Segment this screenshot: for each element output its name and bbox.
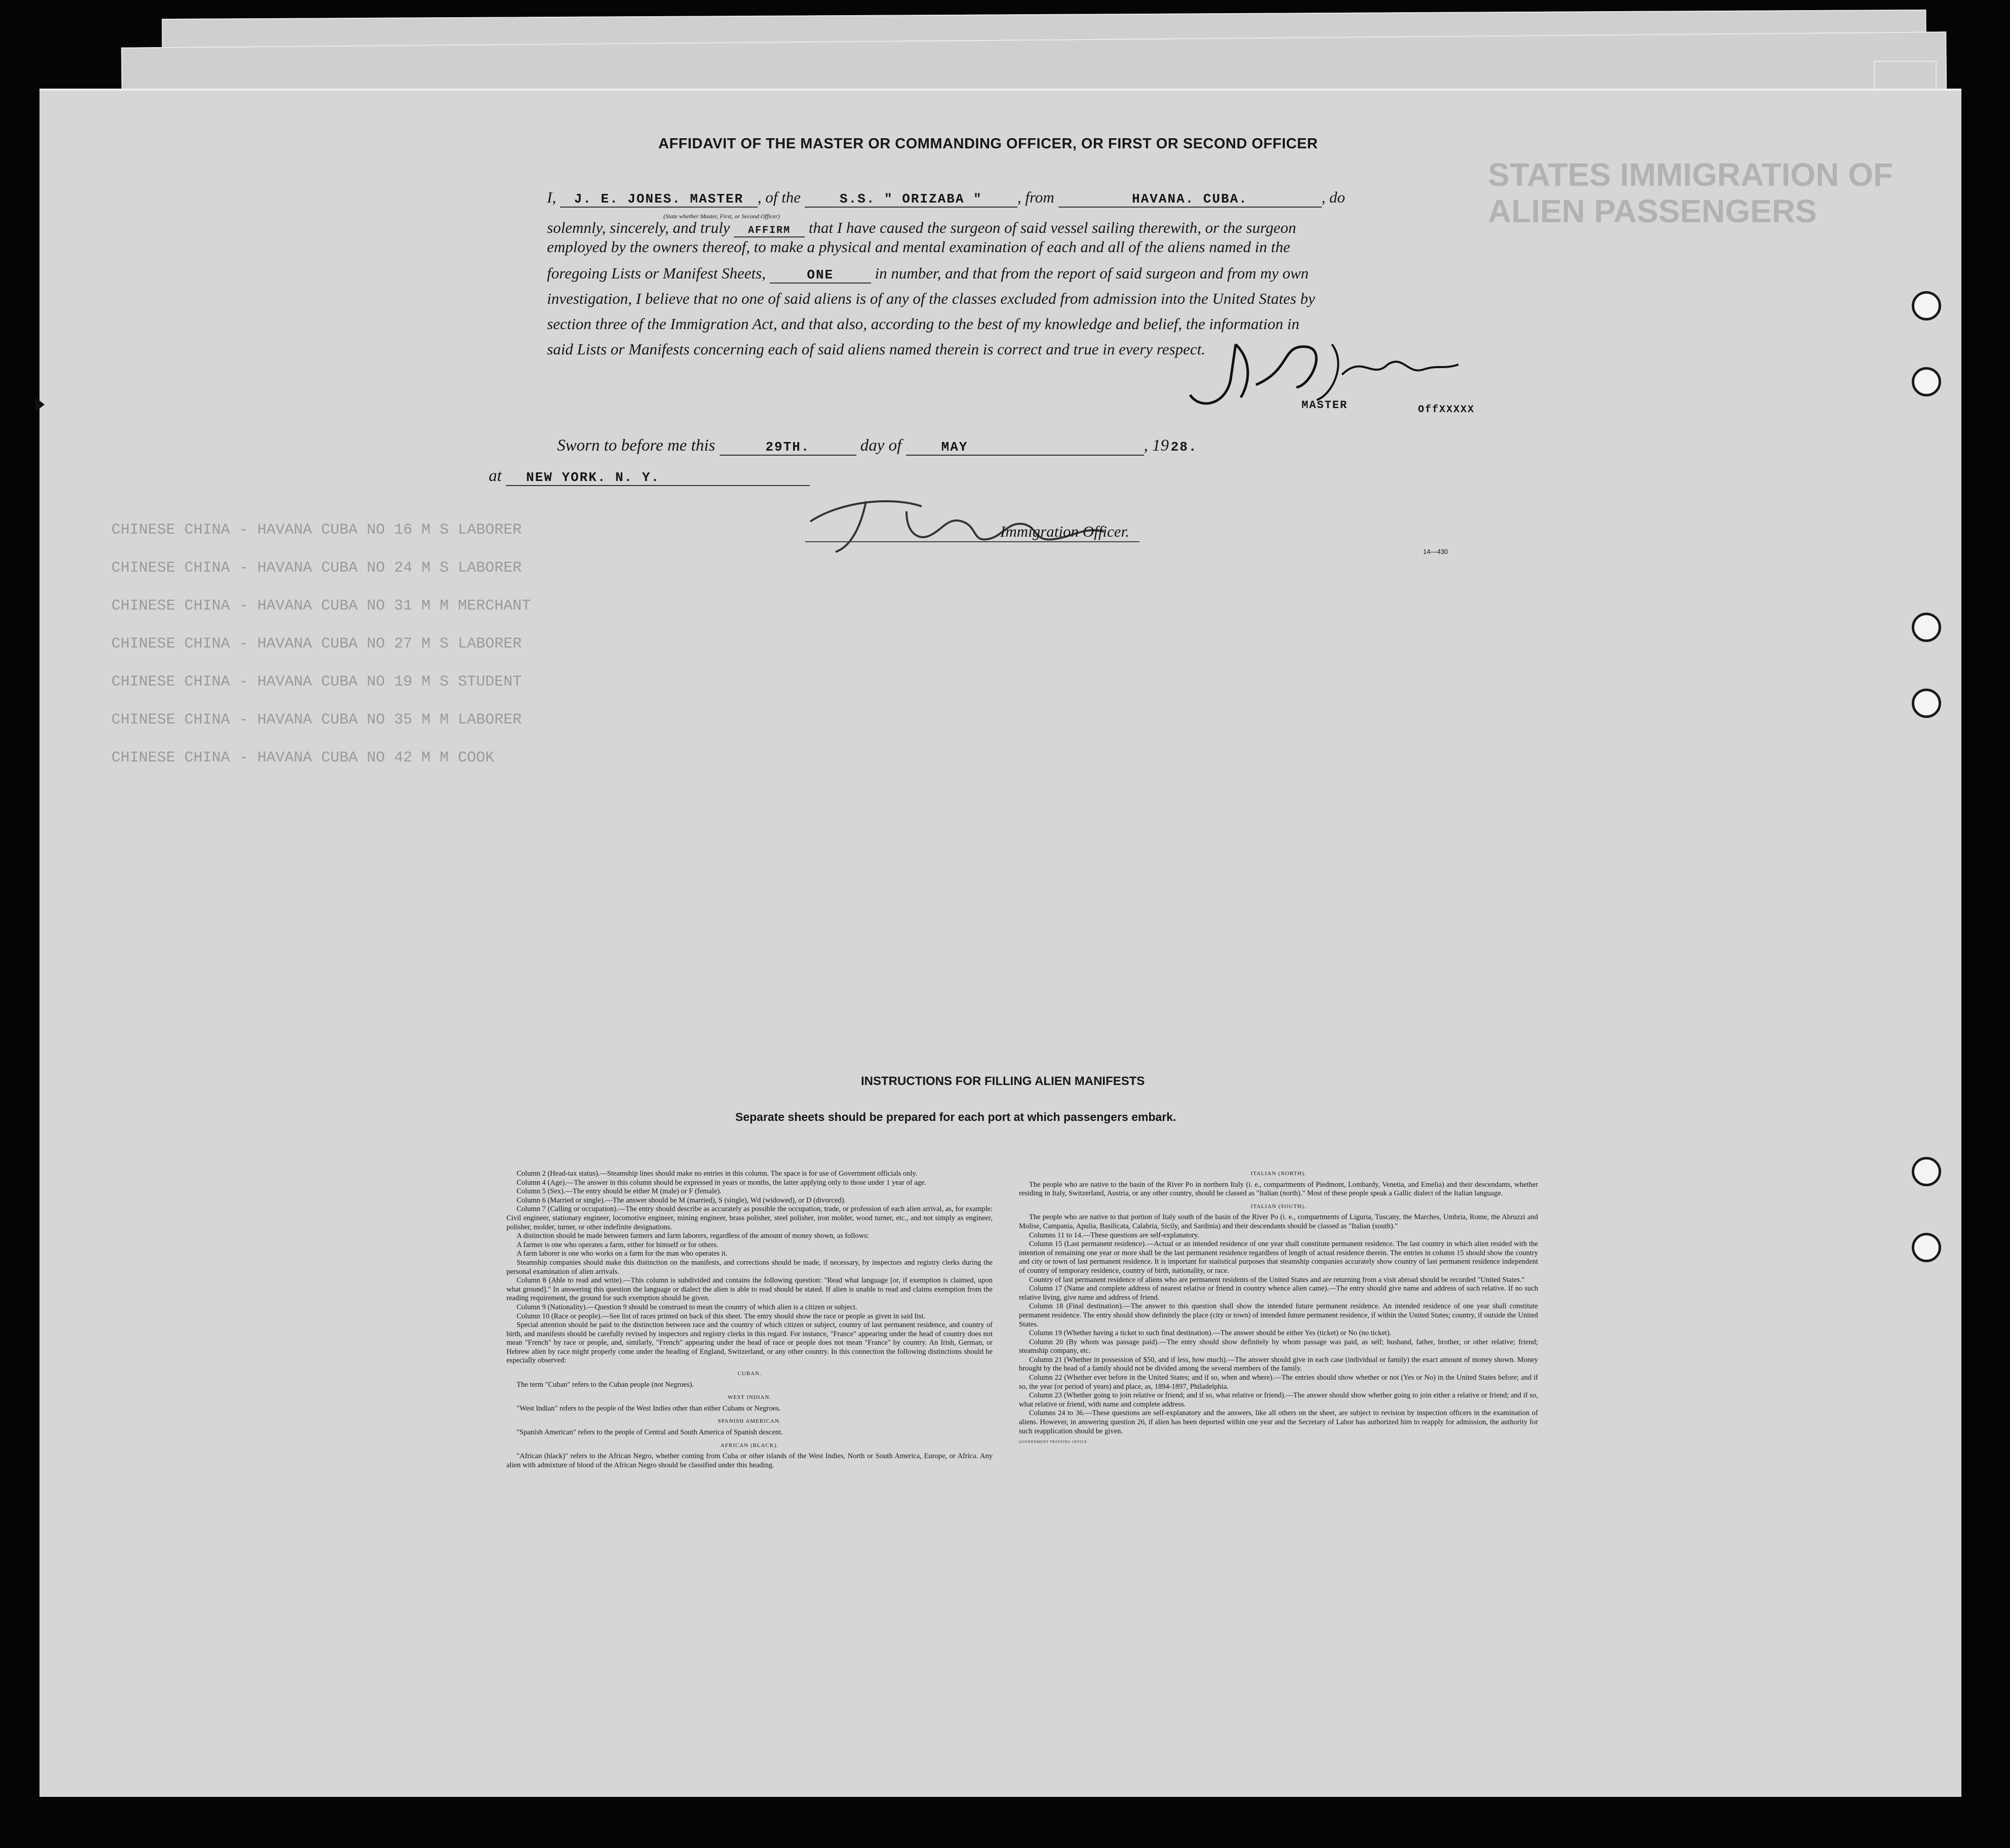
paragraph: A farm laborer is one who works on a farm for the man who operates it. [517,1250,728,1258]
instructions-left-column [506,1170,993,1470]
paragraph: A distinction should be made between farmers and farm laborers, regardless of the amount of money shown, as follows: [517,1232,869,1240]
paragraph: Column 18 (Final destination).—The answer to this question shall show the intended future permanent residence. An intended residence of one year shall constitute permanent residence. The entry should show definitely the place (city or town) of intended future permanent residence, if within the United States; country, if outside the United States. [1019,1302,1538,1329]
day-field: 29TH. [720,439,856,456]
paragraph: "Spanish American" refers to the people of Central and South America of Spanish descent. [517,1428,783,1437]
text: solemnly, sincerely, and truly [547,219,730,236]
punch-hole [1912,689,1941,718]
paragraph: "African (black)" refers to the African Negro, whether coming from Cuba or other islands of the West Indies, North or South America, Europe, or Africa. Any alien with admixture of blood of the African Negro should be classified under this heading. [506,1452,993,1469]
punch-hole [1912,1233,1941,1262]
punch-hole [1912,613,1941,642]
paragraph: Column 10 (Race or people).—See list of races printed on back of this sheet. The entry should show the race or people as given in said list. [517,1312,926,1320]
ghost-header-line: ALIEN PASSENGERS [1488,193,1817,229]
paragraph: "West Indian" refers to the people of the West Indies other than either Cubans or Negroes. [517,1404,781,1413]
paragraph: Column 15 (Last permanent residence).—Actual or an intended residence of one year shall constitute permanent residence. The last country in which alien resided with the intention of remaining one year or more shall be the last permanent residence regardless of length of actual residence therein. The entries in column 15 should show the country and city or town of last permanent residence. It is important for statistical purposes that steamship companies accurately show country of last permanent residence independent of country of temporary residence, country of birth, nationality, or race. [1019,1240,1538,1275]
sheets-field: ONE [770,267,871,284]
ghost-row: CHINESE CHINA - HAVANA CUBA NO 16 M S LABORER [111,521,522,539]
text: that I have caused the surgeon of said vessel sailing therewith, or the surgeon [808,219,1296,236]
ghost-header-line: STATES IMMIGRATION OF [1488,156,1893,193]
form-number: 14—430 [1423,548,1448,555]
signature-tail: OffXXXXX [1418,404,1475,416]
ghost-row: CHINESE CHINA - HAVANA CUBA NO 42 M M COOK [111,749,495,767]
section-heading: ITALIAN (NORTH). [1250,1171,1307,1177]
paragraph: Column 2 (Head-tax status).—Steamship lines should make no entries in this column. The space is for use of Government officials only. [517,1170,918,1178]
ghost-row: CHINESE CHINA - HAVANA CUBA NO 24 M S LABORER [111,559,522,577]
text: foregoing Lists or Manifest Sheets, [547,264,766,282]
paragraph: Column 7 (Calling or occupation).—The entry should describe as accurately as possible the occupation, trade, or profession of each alien arrival, as, for example: Civil engineer, stationary engineer, locomotive engineer, mining engineer, brass polisher, steel polisher, iron molder, wood turner, etc., and not simply as engineer, polisher, molder, turner, or other indefinite designations. [506,1205,993,1231]
text: , do [1321,188,1345,206]
vessel-field: S.S. " ORIZABA " [805,191,1017,208]
immigration-officer-label: Immigration Officer. [1000,523,1129,540]
sworn-line [557,436,1199,456]
ghost-row: CHINESE CHINA - HAVANA CUBA NO 27 M S LABORER [111,635,522,653]
text: day of [860,436,902,455]
affidavit-line-7: said Lists or Manifests concerning each of said aliens named therein is correct and true in every respect. [547,340,1206,358]
section-heading: CUBAN. [737,1371,762,1377]
paragraph: Column 6 (Married or single).—The answer should be M (married), S (single), Wd (widowed), or D (divorced). [517,1196,846,1204]
ghost-row: CHINESE CHINA - HAVANA CUBA NO 35 M M LABORER [111,711,522,729]
punch-hole [1912,1157,1941,1186]
affidavit-line-1 [547,188,1345,208]
affidavit-line-6: section three of the Immigration Act, and that also, according to the best of my knowledge and belief, the information in [547,315,1299,333]
punch-hole [1912,291,1941,320]
master-name-field: J. E. JONES. MASTER [560,191,758,208]
year-prefix: , 19 [1144,436,1169,455]
port-field: HAVANA. CUBA. [1058,191,1322,208]
text: in number, and that from the report of said surgeon and from my own [875,264,1309,282]
paragraph: Special attention should be paid to the distinction between race and the country of which citizen or subject, country of last permanent residence, and country of birth, and manifests should be carefully revised by inspectors and registry clerks in this regard. For instance, "France" appearing under the head of country does not mean "French" by race or people, and, similarly, "French" appearing under the head of race or people does not mean "France" by country. An Irish, German, or Hebrew alien by race might properly come under the heading of England, Switzerland, or any other country. In this connection the following distinctions should be especially observed: [506,1321,993,1365]
paragraph: Column 20 (By whom was passage paid).—The entry should show definitely by whom passage was paid, as self; husband, father, brother, or other relative; friend; steamship company, etc. [1019,1338,1538,1355]
paragraph: Column 5 (Sex).—The entry should be either M (male) or F (female). [517,1187,722,1196]
text: at [489,467,502,485]
affirm-field: AFFIRM [734,225,805,237]
paragraph: The term "Cuban" refers to the Cuban people (not Negroes). [517,1380,694,1389]
paragraph: Column 17 (Name and complete address of nearest relative or friend in country whence alien came).—The entry should give name and address of such relative. If no such relative living, give name and address of friend. [1019,1284,1538,1302]
month-field: MAY [906,439,1144,456]
paragraph: Column 9 (Nationality).—Question 9 should be construed to mean the country of which alien is a citizen or subject. [517,1303,857,1311]
state-note: (State whether Master, First, or Second Officer) [663,213,780,220]
paragraph: Column 19 (Whether having a ticket to such final destination).—The answer should be either Yes (ticket) or No (no ticket). [1029,1329,1392,1338]
ghost-row: CHINESE CHINA - HAVANA CUBA NO 19 M S STUDENT [111,673,522,691]
paragraph: Column 22 (Whether ever before in the United States; and if so, when and where).—The entries should show whether or not (Yes or No) in the United States before; and if so, the year (or period of years) and place, as, 1894-1897, Philadelphia. [1019,1374,1538,1391]
ghost-header [1488,156,1969,229]
section-heading: SPANISH AMERICAN. [718,1418,781,1425]
paragraph: The people who are native to the basin of the River Po in northern Italy (i. e., compartments of Piedmont, Lombardy, Venetia, and Emelia) and their descendants, whether residing in Italy, Switzerland, Austria, or any other country, should be classed as "Italian (north)." Most of these people speak a Gallic dialect of the Italian language. [1019,1180,1538,1198]
printer-imprint: GOVERNMENT PRINTING OFFICE [1019,1440,1088,1444]
paragraph: Column 8 (Able to read and write).—This column is subdivided and contains the following question: "Read what language [or, if exemption is claimed, upon what ground]." In answering this question the language or dialect the alien is able to read should be stated. If alien is unable to read and claims exemption from the reading requirement, the ground for such exemption should be given. [506,1276,993,1303]
affidavit-line-3: employed by the owners thereof, to make a physical and mental examination of each and all of the aliens named in the [547,238,1290,256]
text: , from [1017,188,1054,206]
text: I, [547,188,557,206]
text: Sworn to before me this [557,436,716,455]
instructions-title: INSTRUCTIONS FOR FILLING ALIEN MANIFESTS [861,1074,1145,1088]
paragraph: The people who are native to that portion of Italy south of the basin of the River Po (i. e., compartments of Liguria, Tuscany, the Marches, Umbria, Rome, the Abruzzi and Molise, Campania, Apulia, Basilicata, Calabria, Sicily, and Sardinia) and their descendants should be classed as "Italian (south)." [1019,1213,1538,1230]
signature-title: MASTER [1302,399,1348,412]
ghost-row: CHINESE CHINA - HAVANA CUBA NO 31 M M MERCHANT [111,597,531,615]
paragraph: A farmer is one who operates a farm, either for himself or for others. [517,1240,719,1249]
page-marker [35,397,45,412]
affidavit-line-5: investigation, I believe that no one of said aliens is of any of the classes excluded from admission into the United States by [547,290,1315,307]
section-heading: ITALIAN (SOUTH). [1250,1203,1307,1210]
section-heading: AFRICAN (BLACK). [720,1442,779,1449]
paragraph: Columns 24 to 36.—These questions are self-explanatory and the answers, like all others on the sheet, are subject to revision by inspection officers in the examination of aliens. However, in answering question 26, if alien has been deported within one year and the Secretary of Labor has authorized him to reapply for admission, the authority for such reapplication should be given. [1019,1409,1538,1435]
affidavit-title: AFFIDAVIT OF THE MASTER OR COMMANDING OFFICER, OR FIRST OR SECOND OFFICER [658,136,1318,152]
paragraph: Column 4 (Age).—The answer in this column should be expressed in years or months, the latter applying only to those under 1 year of age. [517,1178,926,1187]
affidavit-line-4 [547,264,1309,284]
punch-hole [1912,367,1941,396]
paragraph: Steamship companies should make this distinction on the manifests, and corrections should be made, if necessary, by inspectors and registry clerks during the personal examination of alien arrivals. [506,1258,993,1276]
paragraph: Column 21 (Whether in possession of $50, and if less, how much).—The answer should give in each case (individual or family) the exact amount of money shown. Money brought by the head of a family should not be divided among the several members of the family. [1019,1355,1538,1373]
paragraph: Country of last permanent residence of aliens who are permanent residents of the United States and are returning from a visit abroad should be recorded "United States." [1029,1275,1525,1284]
place-line [489,467,810,486]
instructions-subtitle: Separate sheets should be prepared for each port at which passengers embark. [735,1110,1176,1123]
place-field: NEW YORK. N. Y. [506,470,810,486]
text: , of the [757,188,801,206]
section-heading: WEST INDIAN. [727,1394,772,1401]
year-field: 28. [1170,439,1198,455]
instructions-right-column [1019,1170,1538,1447]
affidavit-line-2 [547,219,1296,237]
paragraph: Column 23 (Whether going to join relative or friend; and if so, what relative or friend).—The answer should show whether going to join either a relative or friend; and if so, what relative or friend, with name and complete address. [1019,1391,1538,1409]
paragraph: Columns 11 to 14.—These questions are self-explanatory. [1029,1231,1199,1239]
